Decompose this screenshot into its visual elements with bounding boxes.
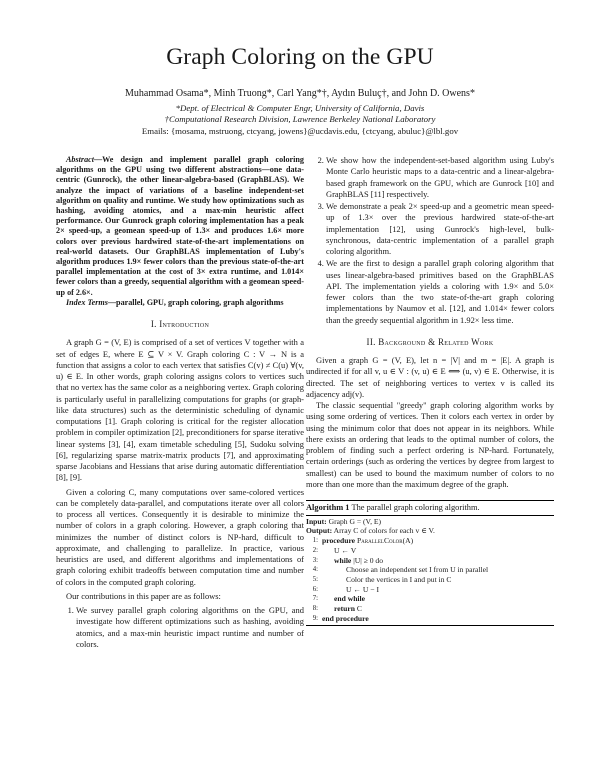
intro-paragraph-3: Our contributions in this paper are as follows:: [66, 590, 221, 601]
index-terms: [56, 298, 304, 308]
affiliation-ucdavis: *Dept. of Electrical & Computer Engr, University of California, Davis: [175, 103, 425, 113]
algorithm-output-text: Array C of colors for each v ∈ V.: [333, 526, 435, 536]
algorithm-keyword: procedure: [322, 536, 356, 546]
algorithm-line-content: [322, 594, 365, 604]
algorithm-line-content: [322, 565, 488, 575]
contribution-list: [56, 605, 304, 650]
algorithm-line: [306, 575, 554, 585]
algorithm-line-number: 8:: [312, 605, 318, 613]
algorithm-input: [306, 517, 554, 527]
algorithm-line-number: 6:: [312, 585, 318, 593]
algorithm-line-content: [322, 546, 356, 556]
algorithm-line: [306, 614, 554, 624]
algorithm-line: [306, 546, 554, 556]
index-terms-label: Index Terms: [66, 297, 108, 307]
algorithm-keyword: while: [334, 555, 352, 565]
algorithm-line-text: ParallelColor(A): [355, 536, 414, 546]
algorithm-output: [306, 526, 554, 536]
algorithm-line-number: 2:: [312, 546, 318, 554]
contribution-item: 3. We demonstrate a peak 2× speed-up and a geometric mean speed-up of 1.3× over the previous hardwired state-of-the-art implementation [12], using Gunrock's high-level, bulk-synchronous, data-centric implementation of a parallel graph coloring algorithm.: [326, 201, 554, 257]
algorithm-label: Algorithm 1: [306, 503, 350, 512]
algorithm-line-number: 7:: [312, 595, 318, 603]
algorithm-output-label: Output:: [306, 526, 333, 536]
algorithm-lines: [306, 536, 554, 623]
algorithm-input-text: Graph G = (V, E): [328, 516, 382, 526]
algorithm-line-text: U ← U − I: [346, 584, 379, 594]
algorithm-line: [306, 565, 554, 575]
algorithm-line-content: [322, 536, 413, 546]
algorithm-line-content: [322, 614, 369, 624]
author-list: Muhammad Osama*, Minh Truong*, Carl Yang*†, Aydın Buluç†, and John D. Owens*: [125, 88, 475, 99]
abstract: [56, 155, 304, 298]
intro-paragraph-1: A graph G = (V, E) is comprised of a set of vertices V together with a set of edges E, where E ⊆ V × V. Graph coloring C : V → N is a function that assigns a color to each vertex that satisfies C(v) ≠ C(u) ∀(v, u) ∈ E. In other words, graph coloring assigns colors to vertices such that no vertex has the same color as a neighboring vertex. Graph coloring is particularly useful in parallelizing computations for graphs (or graph-like data structures) such as the deterministic scheduling of dynamic computations [1]. Graph coloring is critical for the register allocation problem in compiler optimization [2], preconditioners for sparse iterative linear systems [3], [4], exam timetable scheduling [5], Sudoku solving [6], regularizing sparse matrix-matrix products [7], and approximating sparse Jacobians and Hessians that arise during automatic differentiation [8], [9].: [56, 337, 304, 483]
algorithm-keyword: end while: [334, 594, 366, 604]
affiliation-lbnl: †Computational Research Division, Lawrence Berkeley National Laboratory: [164, 114, 436, 124]
algorithm-line: [306, 585, 554, 595]
algorithm-line-number: 5:: [312, 575, 318, 583]
right-column: [306, 155, 554, 626]
algorithm-line-content: [322, 575, 451, 585]
algorithm-line: [306, 604, 554, 614]
algorithm-line: [306, 594, 554, 604]
algorithm-line-number: 3:: [312, 556, 318, 564]
algorithm-keyword: return: [334, 604, 355, 614]
algorithm-box: [306, 500, 554, 626]
algorithm-line-text: |U| ≥ 0 do: [351, 555, 383, 565]
background-paragraph-1: Given a graph G = (V, E), let n = |V| and m = |E|. A graph is undirected if for all v, u ∈ V : (v, u) ∈ E ⟺ (u, v) ∈ E. Otherwise, it is directed. The set of neighboring vertices to vertex v is called its adjacency adj(v).: [306, 355, 554, 399]
abstract-text: —We design and implement parallel graph coloring algorithms on the GPU using two different abstractions—one data-centric (Gunrock), the other linear-algebra-based (GraphBLAS). We analyze the impact of variations of a baseline independent-set algorithm on quality and runtime. We study how optimizations such as hashing, avoiding atomics, and a max-min heuristic affect performance. Our Gunrock graph coloring implementation has a peak 2× speed-up, a geomean speed-up of 1.3× and produces 1.6× more colors over previous hardwired state-of-the-art implementations on real-world datasets. Our GraphBLAS implementation of Luby's algorithm produces 1.9× fewer colors than the previous state-of-the-art parallel implementation at the cost of 3× extra runtime, and 1.014× fewer colors than a greedy, sequential algorithm with a geomean speed-up of 2.6×.: [56, 155, 304, 297]
algorithm-line-text: Choose an independent set I from U in parallel: [346, 565, 489, 575]
contribution-item: 2. We show how the independent-set-based algorithm using Luby's Monte Carlo heuristic maps to a data-centric and a linear-algebra-based graph framework on the GPU, which are Gunrock [10] and GraphBLAS [11] respectively.: [326, 155, 554, 200]
algorithm-line-text: C: [354, 604, 362, 614]
algorithm-line-content: [322, 585, 379, 595]
author-emails: Emails: {mosama, mstruong, ctcyang, jowens}@ucdavis.edu, {ctcyang, abuluc}@lbl.gov: [141, 126, 459, 136]
algorithm-caption: [306, 501, 554, 516]
algorithm-keyword: end procedure: [322, 613, 369, 623]
algorithm-line-number: 9:: [312, 614, 318, 622]
algorithm-input-label: Input:: [306, 516, 327, 526]
contribution-item: 4. We are the first to design a parallel graph coloring algorithm that uses linear-algebra-based primitives based on the GraphBLAS API. The implementation yields a coloring with 1.9× and 5.0× fewer colors than the two state-of-the-art graph coloring implementations by Naumov et al. [12], and 1.014× fewer colors than the greedy sequential algorithm in 1.92× less time.: [326, 258, 554, 326]
algorithm-line-content: [322, 604, 362, 614]
algorithm-line: [306, 536, 554, 546]
paper-title: Graph Coloring on the GPU: [166, 44, 434, 70]
algorithm-line-number: 1:: [312, 537, 318, 545]
algorithm-line: [306, 556, 554, 566]
index-terms-text: —parallel, GPU, graph coloring, graph algorithms: [107, 297, 284, 307]
background-paragraph-2: The classic sequential "greedy" graph coloring algorithm works by using some ordering of vertices. Then it colors each vertex in order by using the minimum color that does not appear in its neighbors. While there exists an ordering that leads to the optimal number of colors, the problem of finding such a perfect ordering is NP-hard. Fortunately, certain orderings (such as ordering the vertices by degree from largest to smallest) can be used to bound the maximum number of colors to no more than one more than the maximum degree of the graph.: [306, 400, 554, 489]
section-heading-background: II. Background & Related Work: [366, 336, 494, 347]
algorithm-line-number: 4:: [312, 566, 318, 574]
intro-paragraph-2: Given a coloring C, many computations over same-colored vertices can be completely data-parallel, and computations iterate over all colors to process all vertices. Consequently it is desirable to minimize the number of colors in a graph coloring. However, a graph coloring that minimizes the number of distinct colors is NP-hard, difficult to approximate, and challenging to parallelize. In practice, various heuristics are used, and different algorithms and implementations of graph coloring exhibit tradeoffs between computation time and number of colors in the computed graph coloring.: [56, 486, 304, 587]
algorithm-body: [306, 516, 554, 626]
left-column: [56, 155, 304, 651]
algorithm-line-content: [322, 556, 383, 566]
section-heading-introduction: I. Introduction: [150, 319, 210, 330]
abstract-label: Abstract: [66, 155, 94, 164]
algorithm-line-text: U ← V: [334, 545, 357, 555]
contribution-item: 1. We survey parallel graph coloring algorithms on the GPU, and investigate how different optimizations such as hashing, avoiding atomics, and a max-min heuristic impact runtime and number of colors.: [76, 605, 304, 650]
algorithm-line-text: Color the vertices in I and put in C: [346, 574, 452, 584]
algorithm-caption-text: The parallel graph coloring algorithm.: [351, 503, 480, 512]
contribution-list-continued: [306, 155, 554, 326]
